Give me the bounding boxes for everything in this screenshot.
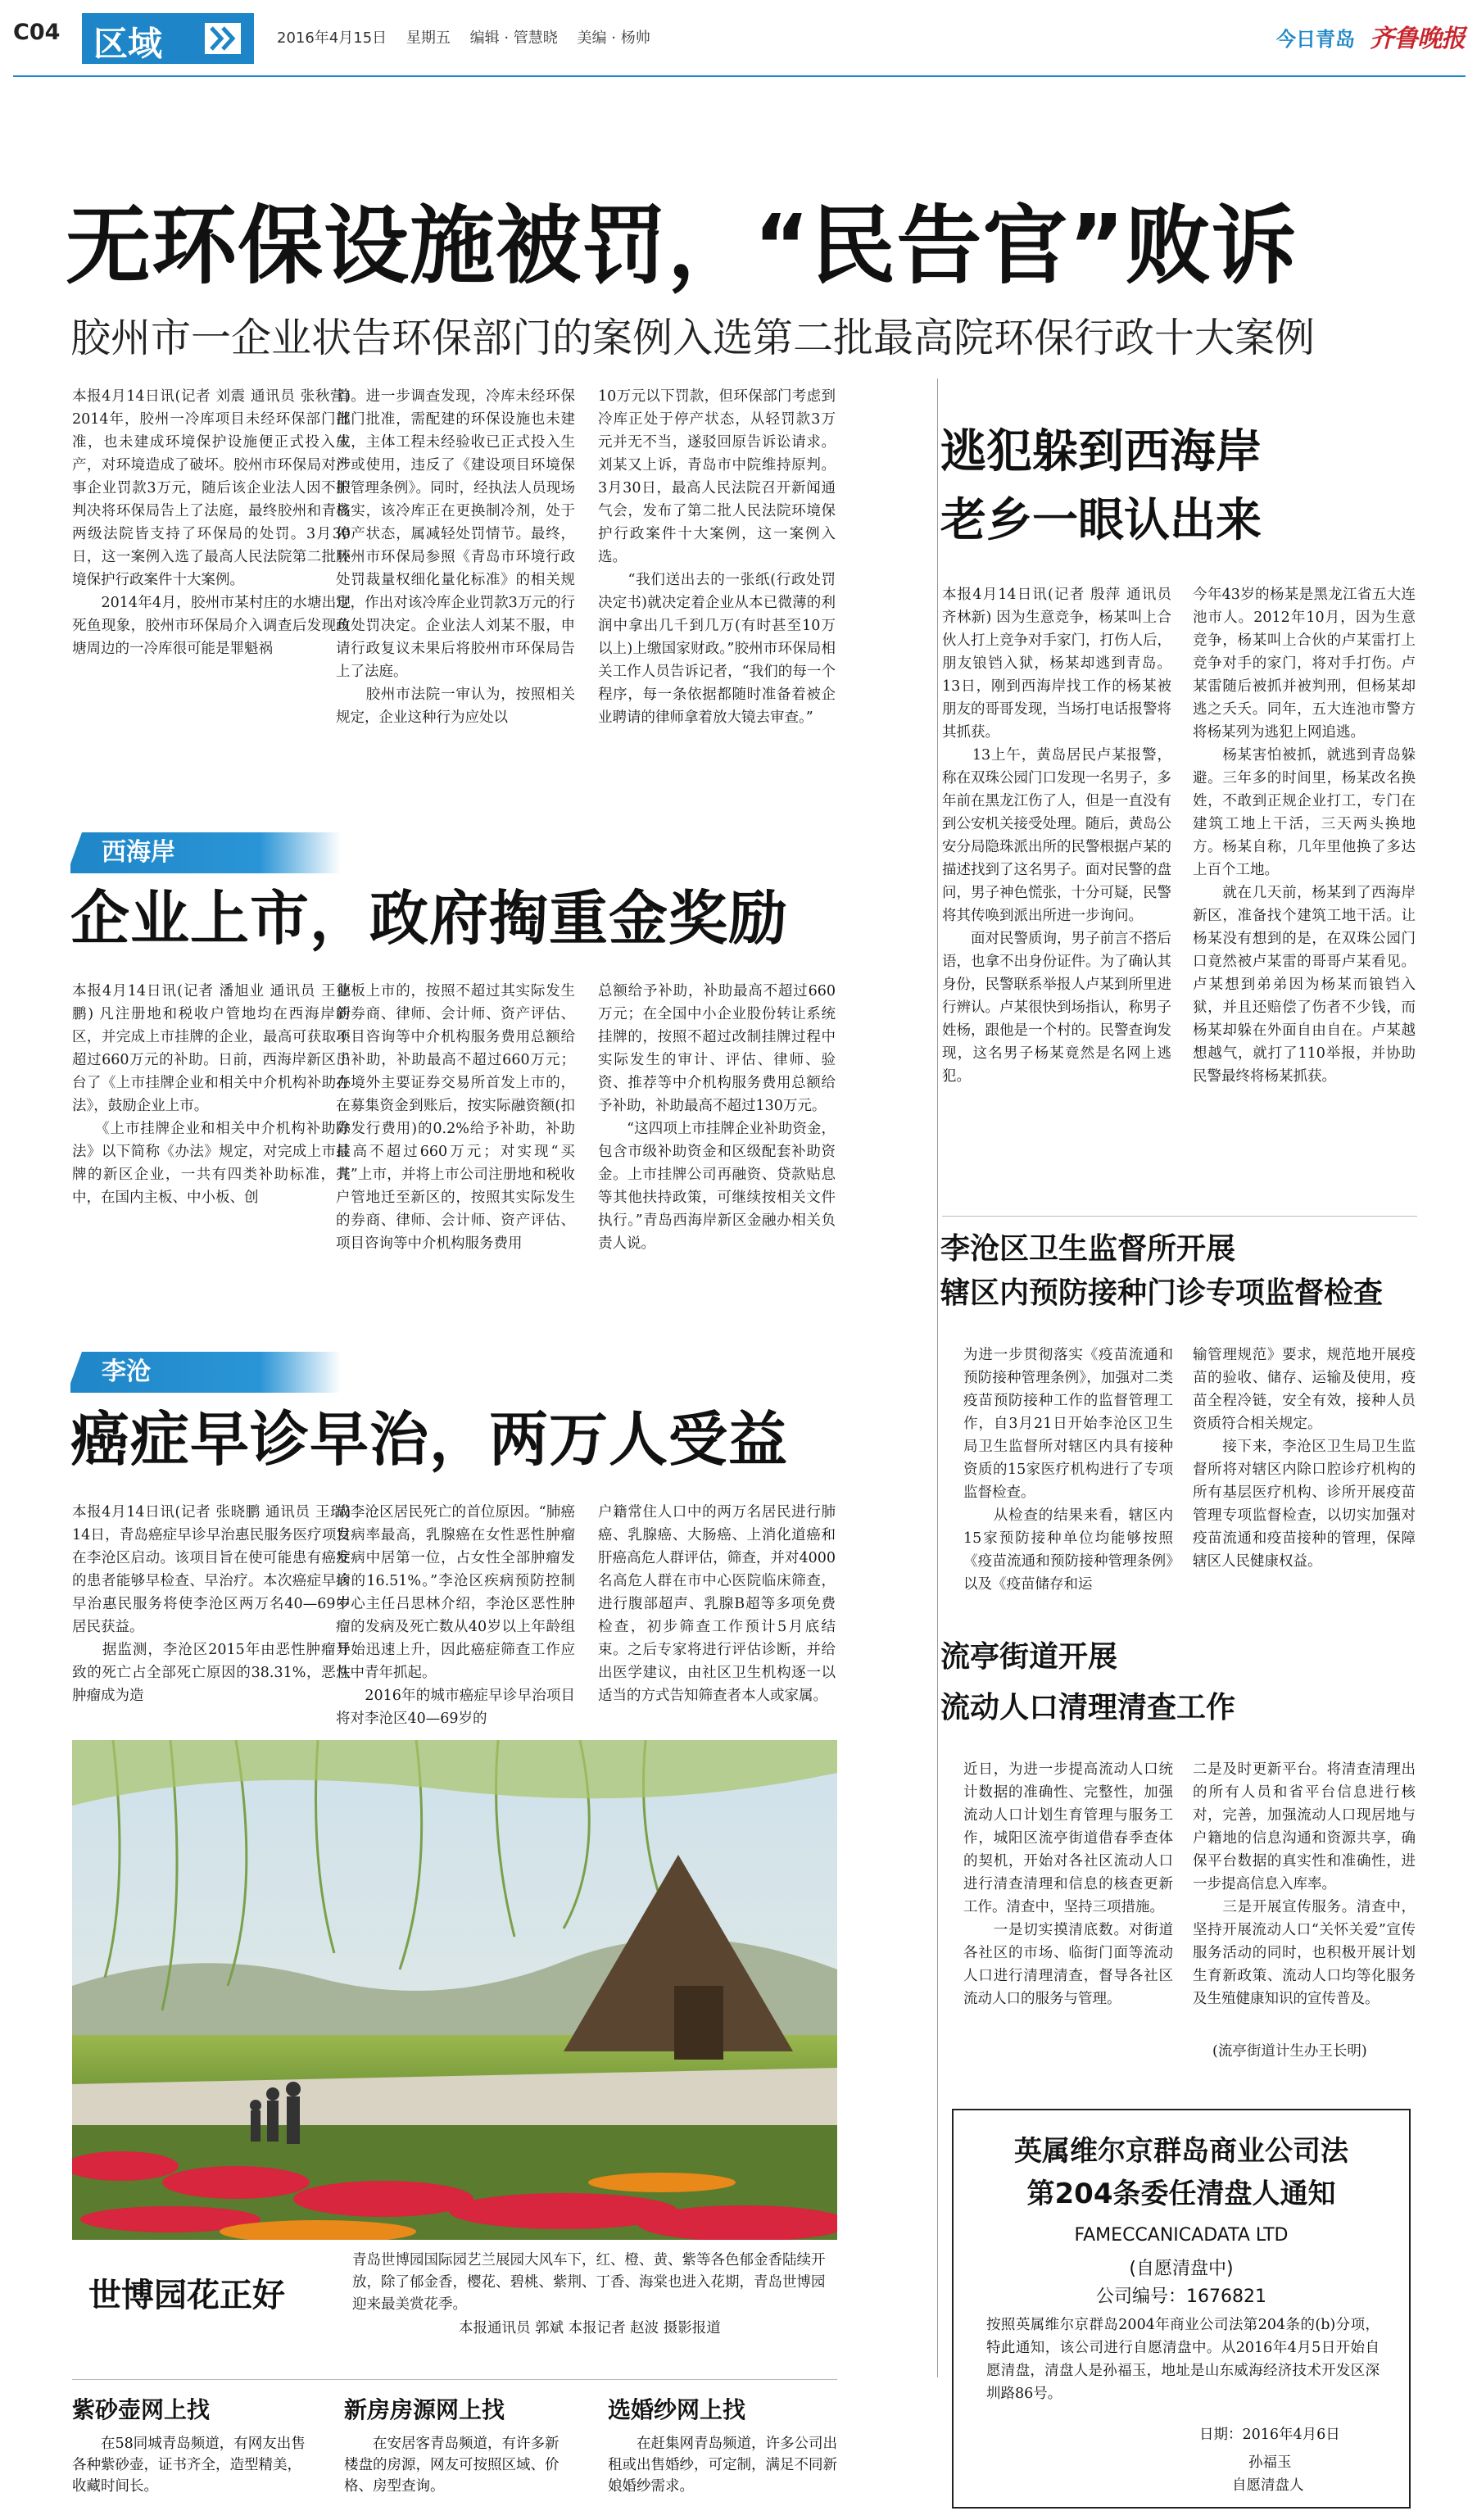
vaccine-rule bbox=[942, 1216, 1417, 1217]
vaccine-headline-2: 辖区内预防接种门诊专项监督检查 bbox=[940, 1276, 1384, 1310]
liuting-signoff: (流亭街道计生办王长明) bbox=[1212, 2043, 1367, 2060]
photo-title: 世博园花正好 bbox=[88, 2277, 285, 2314]
double-chevron-icon bbox=[205, 23, 241, 54]
notice-headline-1: 英属维尔京群岛商业公司法 bbox=[1014, 2135, 1348, 2168]
xihaian-tag: 西海岸 bbox=[70, 832, 341, 873]
escape-column-2: 今年43岁的杨某是黑龙江省五大连池市人。2012年10月，因为生意竞争，杨某叫上合伙的卢某雷打上竞争对手的家门，将对手打伤。卢某雷随后被抓并被判刑，但杨某却逃之夭夭。同年，五大连池市警方将杨某列为逃犯上网追逃。 杨某害怕被抓，就逃到青岛躲避。三年多的时间里，杨某改名换姓，不敢到正规企业打工，专门在建筑工地上干活，三天两头换地方。杨某自称，几年里他换了多达上百个工地。 就在几天前，杨某到了西海岸新区，准备找个建筑工地干活。让杨某没有想到的是，在双珠公园门口竟然被卢某雷的哥哥卢某看见。卢某想到弟弟因为杨某而锒铛入狱，并且还赔偿了伤者不少钱，而杨某却躲在外面自由自在。卢某越想越气，就打了110举报，并协助民警最终将杨某抓获。 bbox=[1193, 587, 1416, 1085]
footer-rule bbox=[72, 2379, 837, 2380]
footer-item-text: 在安居客青岛频道，有许多新楼盘的房源，网友可按照区域、价格、房型查询。 bbox=[344, 2436, 560, 2495]
licang-column-1: 本报4月14日讯(记者 张晓鹏 通讯员 王瑞) 14日，青岛癌症早诊早治惠民服务医疗项目在李沧区启动。该项目旨在使可能患有癌症的患者能够早检查、早治疗。本次癌症早诊早治惠民服务将使李沧区两万名40—69岁居民获益。 据监测，李沧区2015年由恶性肿瘤导致的死亡占全部死亡原因的38.31%，恶性肿瘤成为造 bbox=[72, 1504, 351, 1704]
notice-headline-2: 第204条委任清盘人通知 bbox=[1026, 2178, 1336, 2210]
liuting-column-1: 近日，为进一步提高流动人口统计数据的准确性、完整性，加强流动人口计划生育管理与服务工作，城阳区流亭街道借春季查体的契机，开始对各社区流动人口进行清查清理和信息的核查更新工作。清查中，坚持三项措施。 一是切实摸清底数。对街道各社区的市场、临街门面等流动人口进行清理清查，督导各社区流动人口的服务与管理。 bbox=[963, 1761, 1173, 2007]
licang-column-2: 成李沧区居民死亡的首位原因。“肺癌发病率最高，乳腺癌在女性恶性肿瘤发病中居第一位，占女性全部肿瘤发病的16.51%。”李沧区疾病预防控制中心主任吕思林介绍，李沧区恶性肿瘤的发病及死亡数从40岁以上年龄组开始迅速上升，因此癌症筛查工作应从中青年抓起。 2016年的城市癌症早诊早治项目将对李沧区40—69岁的 bbox=[336, 1504, 575, 1727]
section-name: 区域 bbox=[93, 24, 163, 64]
lead-subheadline: 胶州市一企业状告环保部门的案例入选第二批最高院环保行政十大案例 bbox=[70, 315, 1316, 361]
page-number: C04 bbox=[13, 20, 61, 45]
notice-name: 孙福玉 bbox=[1248, 2454, 1292, 2471]
footer-item-title: 紫砂壶网上找 bbox=[72, 2396, 211, 2423]
xihaian-column-3: 总额给予补助，补助最高不超过660万元；在全国中小企业股份转让系统挂牌的，按照不超过改制挂牌过程中实际发生的审计、评估、律师、验资、推荐等中介机构服务费用总额给予补助，补助最高不超过130万元。 “这四项上市挂牌企业补助资金，包含市级补助资金和区级配套补助资金。上市挂牌公司再融资、贷款贴息等其他扶持政策，可继续按相关文件执行。”青岛西海岸新区金融办相关负责人说。 bbox=[598, 983, 836, 1252]
escape-headline-2: 老乡一眼认出来 bbox=[940, 494, 1262, 547]
expo-photo bbox=[72, 1740, 837, 2240]
issue-weekday: 星期五 bbox=[405, 29, 451, 47]
notice-status: (自愿清盘中) bbox=[1129, 2259, 1234, 2279]
issue-info bbox=[277, 26, 650, 48]
licang-tag: 李沧 bbox=[70, 1352, 341, 1393]
vaccine-headline-1: 李沧区卫生监督所开展 bbox=[940, 1232, 1236, 1266]
section-banner bbox=[82, 13, 254, 64]
liuting-headline-1: 流亭街道开展 bbox=[940, 1640, 1118, 1674]
footer-item-text: 在58同城青岛频道，有网友出售各种紫砂壶，证书齐全，造型精美，收藏时间长。 bbox=[72, 2436, 306, 2495]
lead-column-1: 本报4月14日讯(记者 刘震 通讯员 张秋营) 2014年，胶州一冷库项目未经环保部门批准，也未建成环境保护设施便正式投入生产，对环境造成了破坏。胶州市环保局对涉事企业罚款3万元，随后该企业法人因不服判决将环保局告上了法庭，最终胶州和青岛两级法院皆支持了环保局的处罚。3月30日，这一案例入选了最高人民法院第二批环境保护行政案件十大案例。 2014年4月，胶州市某村庄的水塘出现死鱼现象，胶州市环保局介入调查后发现鱼塘周边的一冷库很可能是罪魁祸 bbox=[72, 388, 351, 657]
masthead bbox=[0, 0, 1477, 82]
vaccine-column-1: 为进一步贯彻落实《疫苗流通和预防接种管理条例》，加强对二类疫苗预防接种工作的监督管理工作，自3月21日开始李沧区卫生局卫生监督所对辖区内具有接种资质的15家医疗机构进行了专项监督检查。 从检查的结果来看，辖区内15家预防接种单位均能够按照《疫苗流通和预防接种管理条例》以及《疫苗储存和运 bbox=[963, 1347, 1173, 1593]
photo-caption: 青岛世博园国际园艺兰展园大风车下，红、橙、黄、紫等各色郁金香陆续开放，除了郁金香，樱花、碧桃、紫荆、丁香、海棠也进入花期，青岛世博园迎来最美赏花季。 bbox=[352, 2252, 826, 2313]
liuting-column-2: 二是及时更新平台。将清查清理出的所有人员和省平台信息进行核对，完善，加强流动人口现居地与户籍地的信息沟通和资源共享，确保平台数据的真实性和准确性，进一步提高信息入库率。 三是开展宣传服务。清查中，坚持开展流动人口“关怀关爱”宣传服务活动的同时，也积极开展计划生育新政策、流动人口均等化服务及生殖健康知识的宣传普及。 bbox=[1193, 1761, 1416, 2007]
lead-column-2: 首。进一步调查发现，冷库未经环保部门批准，需配建的环保设施也未建成，主体工程未经验收已正式投入生产或使用，违反了《建设项目环境保护管理条例》。同时，经执法人员现场核实，该冷库正在更换制冷剂，处于停产状态，属减轻处罚情节。最终，胶州市环保局参照《青岛市环境行政处罚裁量权细化量化标准》的相关规定，作出对该冷库企业罚款3万元的行政处罚决定。企业法人刘某不服，申请行政复议未果后将胶州市环保局告上了法庭。 胶州市法院一审认为，按照相关规定，企业这种行为应处以 bbox=[336, 388, 575, 726]
footer-item bbox=[72, 2392, 310, 2497]
masthead-rule bbox=[13, 75, 1466, 77]
footer-item-text: 在赶集网青岛频道，许多公司出租或出售婚纱，可定制，满足不同新娘婚纱需求。 bbox=[608, 2436, 837, 2495]
photo-credit: 本报通讯员 郭斌 本报记者 赵波 摄影报道 bbox=[459, 2320, 721, 2336]
liuting-headline-2: 流动人口清理清查工作 bbox=[940, 1691, 1236, 1725]
column-name: 今日青岛 bbox=[1276, 28, 1355, 51]
notice-role: 自愿清盘人 bbox=[1232, 2477, 1304, 2494]
xihaian-column-1: 本报4月14日讯(记者 潘旭业 通讯员 王德鹏) 凡注册地和税收户管地均在西海岸新区，并完成上市挂牌的企业，最高可获取不超过660万元的补助。日前，西海岸新区出台了《上市挂牌企业和相关中介机构补助办法》，鼓励企业上市。 《上市挂牌企业和相关中介机构补助办法》以下简称《办法》规定，对完成上市挂牌的新区企业，一共有四类补助标准，其中，在国内主板、中小板、创 bbox=[72, 983, 351, 1206]
liquidation-notice bbox=[952, 2109, 1411, 2509]
footer-item-title: 新房房源网上找 bbox=[344, 2396, 505, 2423]
right-divider bbox=[937, 378, 938, 2377]
brand-logo: 齐鲁晚报 bbox=[1370, 25, 1465, 53]
editor-credit: 编辑 · 管慧晓 bbox=[469, 29, 558, 47]
lead-column-3: 10万元以下罚款，但环保部门考虑到冷库正处于停产状态，从轻罚款3万元并无不当，遂驳回原告诉讼请求。刘某又上诉，青岛市中院维持原判。3月30日，最高人民法院召开新闻通气会，发布了第二批人民法院环境保护行政案件十大案例，这一案例入选。 “我们送出去的一张纸(行政处罚决定书)就决定着企业从本已微薄的利润中拿出几千到几万(有时甚至10万以上)上缴国家财政。”胶州市环保局相关工作人员告诉记者，“我们的每一个程序，每一条依据都随时准备着被企业聘请的律师拿着放大镜去审查。” bbox=[598, 388, 836, 726]
licang-headline: 癌症早诊早治，两万人受益 bbox=[70, 1405, 789, 1474]
vaccine-column-2: 输管理规范》要求，规范地开展疫苗的验收、储存、运输及使用，疫苗全程冷链，安全有效，接种人员资质符合相关规定。 接下来，李沧区卫生局卫生监督所将对辖区内除口腔诊疗机构的所有基层医疗机构、诊所开展疫苗管理专项监督检查，以切实加强对疫苗流通和疫苗接种的管理，保障辖区人民健康权益。 bbox=[1193, 1347, 1416, 1570]
notice-company: FAMECCANICADATA LTD bbox=[1074, 2225, 1289, 2246]
issue-date: 2016年4月15日 bbox=[277, 29, 387, 47]
footer-item bbox=[344, 2392, 565, 2497]
escape-headline-1: 逃犯躲到西海岸 bbox=[940, 425, 1262, 478]
footer-item bbox=[608, 2392, 837, 2497]
notice-number: 公司编号：1676821 bbox=[1096, 2287, 1266, 2307]
xihaian-headline: 企业上市，政府掏重金奖励 bbox=[70, 884, 789, 953]
designer-credit: 美编 · 杨帅 bbox=[577, 29, 650, 47]
notice-date: 日期：2016年4月6日 bbox=[1199, 2427, 1340, 2443]
licang-column-3: 户籍常住人口中的两万名居民进行肺癌、乳腺癌、大肠癌、上消化道癌和肝癌高危人群评估，筛查，并对4000名高危人群在市中心医院临床筛查，进行腹部超声、乳腺B超等多项免费检查，初步筛查工作预计5月底结束。之后专家将进行评估诊断，并给出医学建议，由社区卫生机构逐一以适当的方式告知筛查者本人或家属。 bbox=[598, 1504, 836, 1704]
xihaian-column-2: 业板上市的，按照不超过其实际发生的券商、律师、会计师、资产评估、项目咨询等中介机构服务费用总额给予补助，补助最高不超过660万元；在境外主要证券交易所首发上市的，在募集资金到账后，按实际融资额(扣除发行费用)的0.2%给予补助，补助最高不超过660万元；对实现“买壳”上市，并将上市公司注册地和税收户管地迁至新区的，按照其实际发生的券商、律师、会计师、资产评估、项目咨询等中介机构服务费用 bbox=[336, 983, 575, 1252]
footer-item-title: 选婚纱网上找 bbox=[608, 2396, 746, 2423]
notice-body: 按照英属维尔京群岛2004年商业公司法第204条的(b)分项，特此通知，该公司进行自愿清盘中。从2016年4月5日开始自愿清盘，清盘人是孙福玉，地址是山东威海经济技术开发区深圳路86号。 bbox=[986, 2317, 1380, 2402]
escape-column-1: 本报4月14日讯(记者 殷萍 通讯员 齐林新) 因为生意竞争，杨某叫上合伙人打上竞争对手家门，打伤人后，朋友锒铛入狱，杨某却逃到青岛。13日，刚到西海岸找工作的杨某被朋友的哥哥发现，当场打电话报警将其抓获。 13上午，黄岛居民卢某报警，称在双珠公园门口发现一名男子，多年前在黑龙江伤了人，但是一直没有到公安机关接受处理。随后，黄岛公安分局隐珠派出所的民警根据卢某的描述找到了这名男子。面对民警的盘问，男子神色慌张，十分可疑，民警将其传唤到派出所进一步询问。 面对民警质询，男子前言不搭后语，也拿不出身份证件。为了确认其身份，民警联系举报人卢某到所里进行辨认。卢某很快到场指认，称男子姓杨，跟他是一个村的。民警查询发现，这名男子杨某竟然是名网上逃犯。 bbox=[942, 587, 1171, 1085]
lead-headline: 无环保设施被罚，“民告官”败诉 bbox=[66, 196, 1298, 296]
